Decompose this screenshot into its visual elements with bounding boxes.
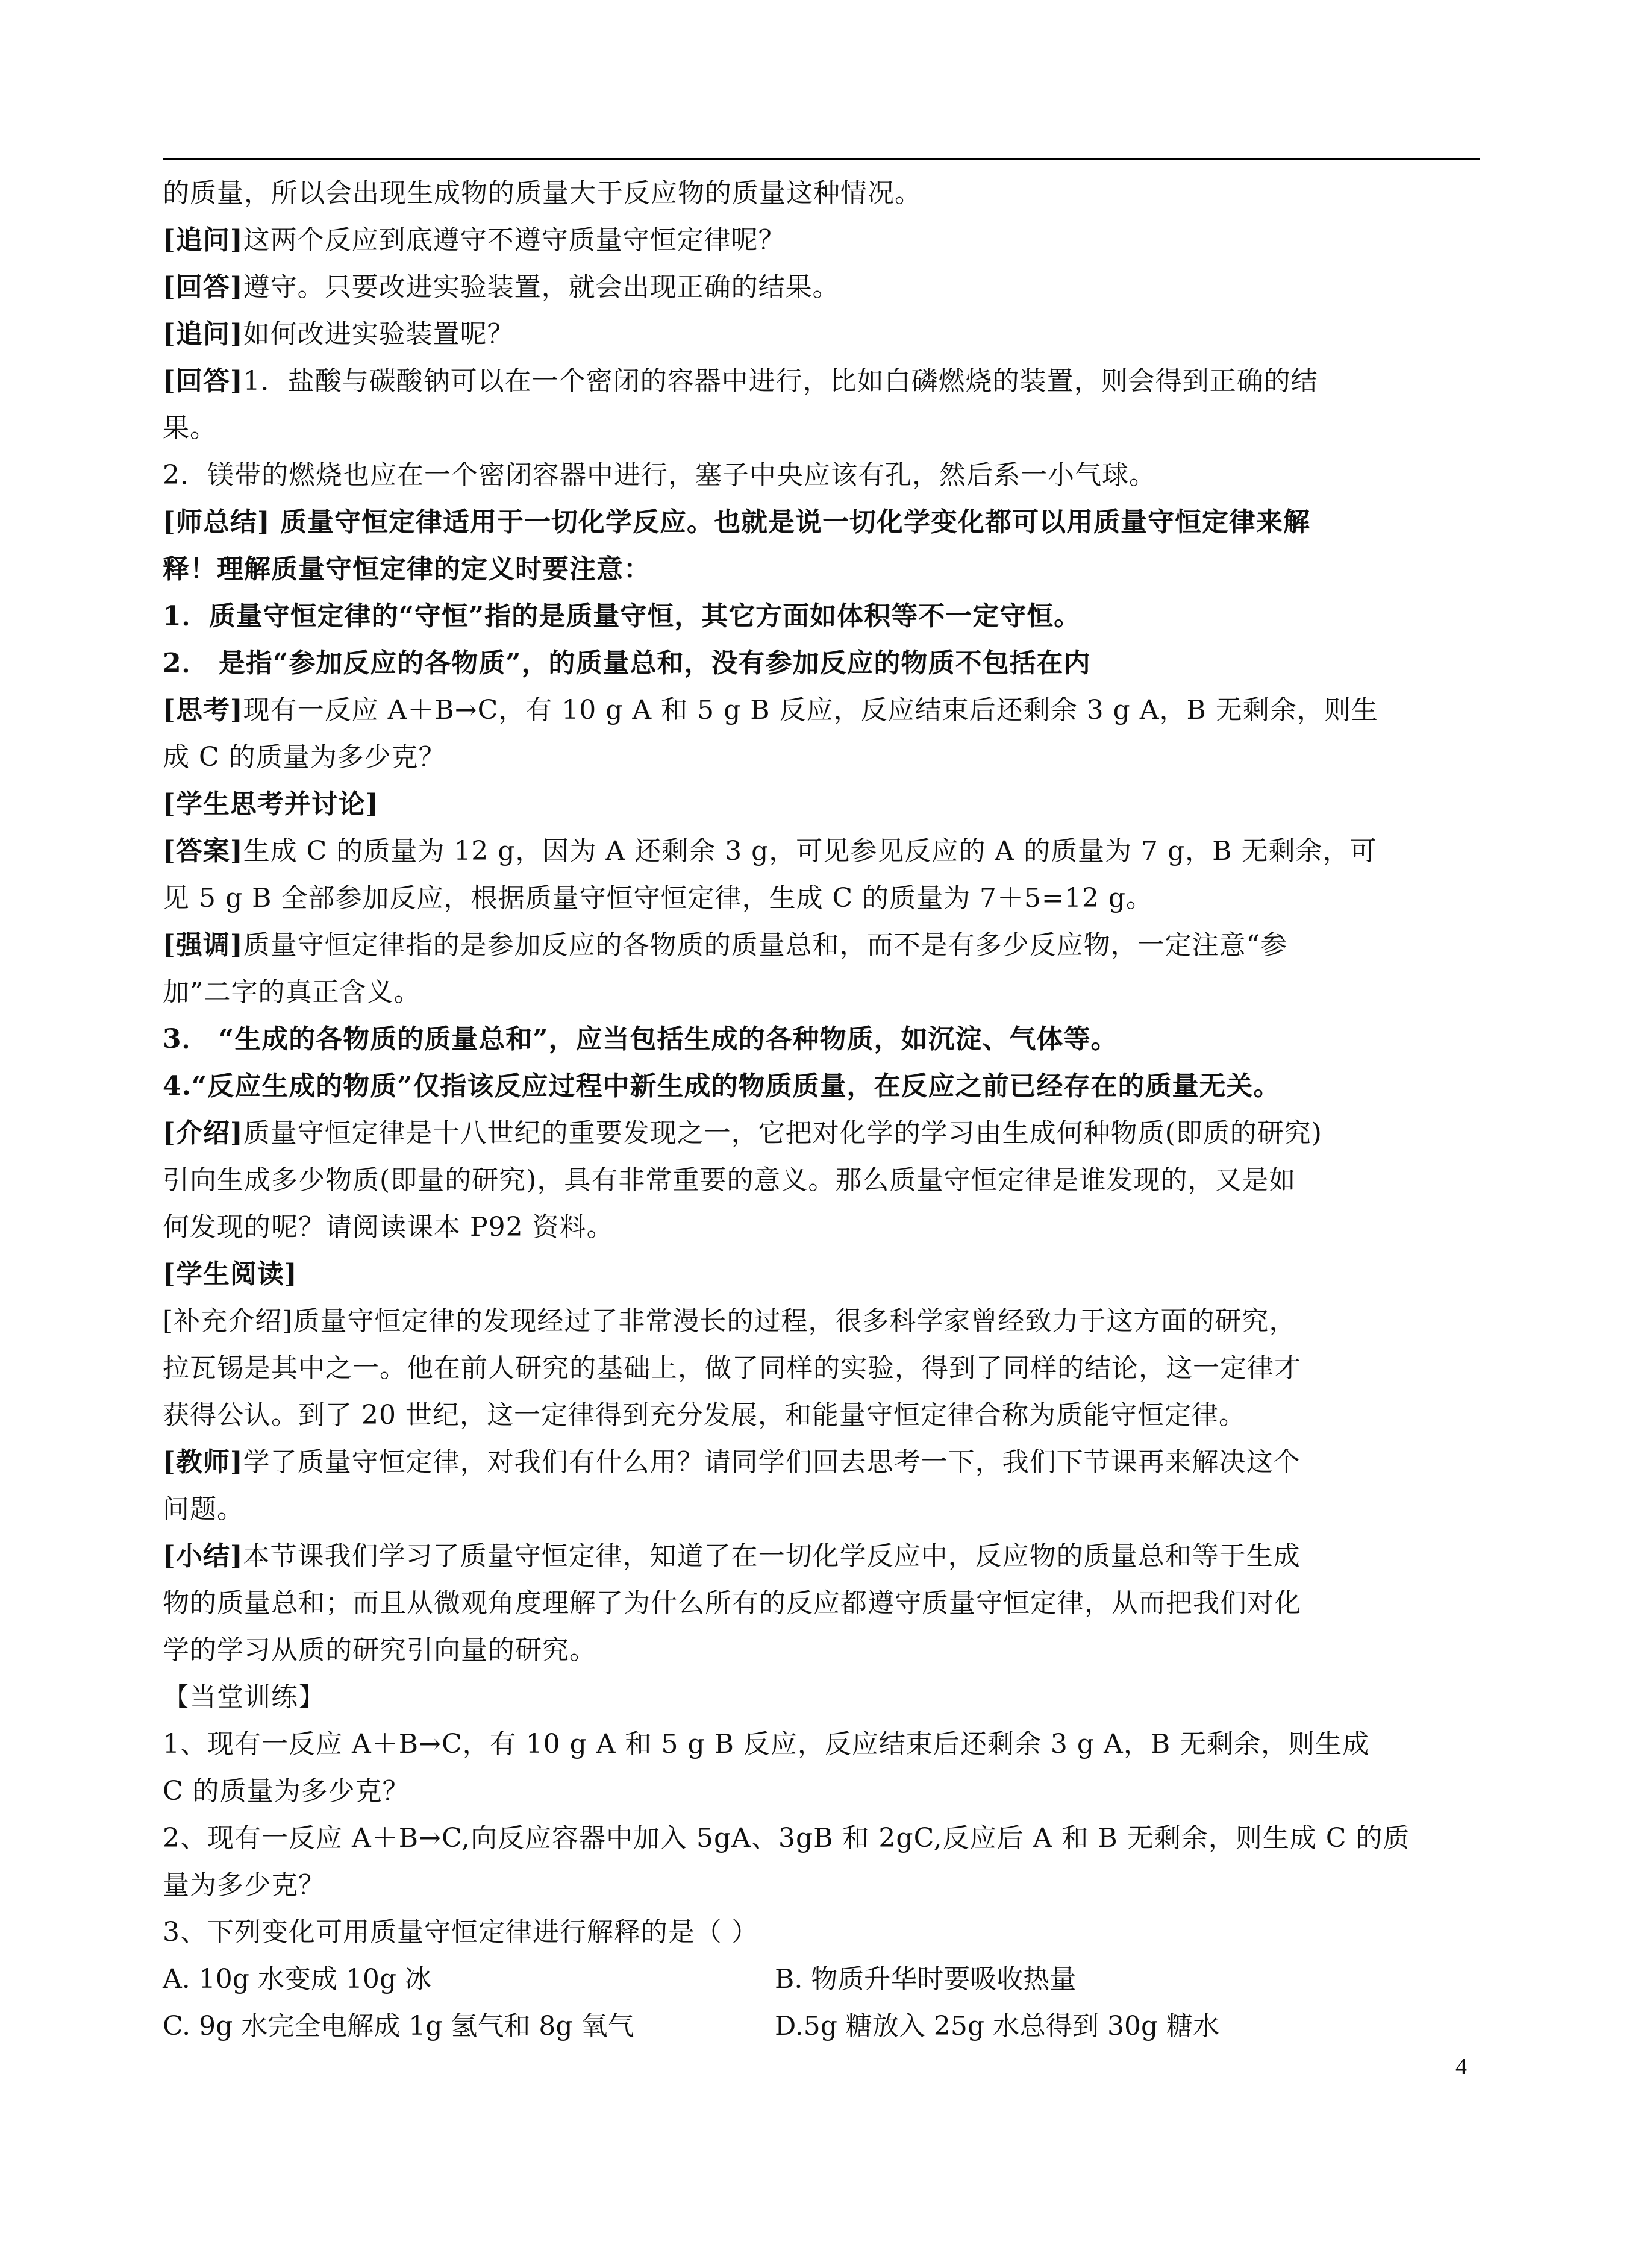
text-line (163, 1580, 1482, 1627)
line-text: 见 5 g B 全部参加反应，根据质量守恒守恒定律，生成 C 的质量为 7＋5=12 g。 (163, 883, 1154, 913)
text-line (163, 405, 1482, 452)
text-line (163, 640, 1482, 687)
text-line (163, 311, 1482, 358)
line-text: 量为多少克？ (163, 1870, 325, 1900)
text-line (163, 1157, 1482, 1204)
option-row (163, 2003, 1482, 2050)
line-text: 学的学习从质的研究引向量的研究。 (163, 1635, 596, 1665)
text-lines (163, 170, 1482, 1956)
section-tag: [回答] (163, 366, 243, 396)
text-line (163, 499, 1482, 546)
line-text: 2．镁带的燃烧也应在一个密闭容器中进行，塞子中央应该有孔，然后系一小气球。 (163, 460, 1156, 490)
text-line (163, 1016, 1482, 1063)
line-text: 遵守。只要改进实验装置，就会出现正确的结果。 (243, 272, 840, 302)
document-body (163, 170, 1482, 2050)
section-tag: [追问] (163, 225, 243, 255)
text-line (163, 1721, 1482, 1768)
line-text: 3、下列变化可用质量守恒定律进行解释的是（ ） (163, 1917, 758, 1947)
line-text: 问题。 (163, 1494, 244, 1524)
text-line (163, 264, 1482, 311)
line-text: 1．质量守恒定律的“守恒”指的是质量守恒，其它方面如体积等不一定守恒。 (163, 601, 1081, 631)
section-tag: [答案] (163, 836, 243, 866)
text-line (163, 1533, 1482, 1580)
line-text: 2、现有一反应 A＋B→C,向反应容器中加入 5gA、3gB 和 2gC,反应后 A 和 B 无剩余，则生成 C 的质 (163, 1823, 1410, 1853)
text-line (163, 1815, 1482, 1862)
line-text: 1、现有一反应 A＋B→C，有 10 g A 和 5 g B 反应，反应结束后还剩余 3 g A，B 无剩余，则生成 (163, 1729, 1370, 1759)
text-line (163, 358, 1482, 405)
text-line (163, 969, 1482, 1016)
line-text: 本节课我们学习了质量守恒定律，知道了在一切化学反应中，反应物的质量总和等于生成 (243, 1541, 1301, 1571)
line-text: 这两个反应到底遵守不遵守质量守恒定律呢？ (243, 225, 786, 255)
text-line (163, 1862, 1482, 1909)
line-text: 物的质量总和；而且从微观角度理解了为什么所有的反应都遵守质量守恒定律，从而把我们对化 (163, 1588, 1301, 1618)
text-line (163, 828, 1482, 875)
option-left: A. 10g 水变成 10g 冰 (163, 1964, 432, 1994)
text-line (163, 922, 1482, 969)
text-line (163, 875, 1482, 922)
line-text: [补充介绍]质量守恒定律的发现经过了非常漫长的过程，很多科学家曾经致力于这方面的研究， (163, 1306, 1296, 1336)
line-text: 质量守恒定律指的是参加反应的各物质的质量总和，而不是有多少反应物，一定注意“参 (243, 930, 1288, 960)
line-text: 质量守恒定律是十八世纪的重要发现之一，它把对化学的学习由生成何种物质(即质的研究) (243, 1118, 1322, 1148)
option-left: C. 9g 水完全电解成 1g 氢气和 8g 氧气 (163, 2011, 634, 2041)
text-line (163, 1063, 1482, 1110)
line-text: 3． “生成的各物质的质量总和”，应当包括生成的各种物质，如沉淀、气体等。 (163, 1024, 1118, 1054)
line-text: 拉瓦锡是其中之一。他在前人研究的基础上，做了同样的实验，得到了同样的结论，这一定律才 (163, 1353, 1301, 1383)
text-line (163, 1345, 1482, 1392)
text-line (163, 1204, 1482, 1251)
text-line (163, 1627, 1482, 1674)
line-text: 果。 (163, 413, 217, 443)
option-row (163, 1956, 1482, 2003)
header-rule (163, 158, 1480, 160)
line-text: 质量守恒定律适用于一切化学反应。也就是说一切化学变化都可以用质量守恒定律来解 (270, 507, 1310, 537)
text-line (163, 781, 1482, 828)
line-text: 学了质量守恒定律，对我们有什么用？请同学们回去思考一下，我们下节课再来解决这个 (243, 1447, 1301, 1477)
section-tag: [教师] (163, 1447, 243, 1477)
line-text: C 的质量为多少克？ (163, 1776, 410, 1806)
text-line (163, 1392, 1482, 1439)
section-tag: [追问] (163, 319, 243, 349)
line-text: 【当堂训练】 (163, 1682, 325, 1712)
line-text: 何发现的呢？请阅读课本 P92 资料。 (163, 1212, 614, 1242)
line-text: 如何改进实验装置呢？ (243, 319, 514, 349)
option-right: D.5g 糖放入 25g 水总得到 30g 糖水 (775, 2011, 1220, 2041)
section-tag: [回答] (163, 272, 243, 302)
section-tag: [思考] (163, 695, 243, 725)
text-line (163, 217, 1482, 264)
text-line (163, 1251, 1482, 1298)
text-line (163, 734, 1482, 781)
line-text: 成 C 的质量为多少克？ (163, 742, 446, 772)
section-tag: [小结] (163, 1541, 243, 1571)
line-text: 加”二字的真正含义。 (163, 977, 421, 1007)
text-line (163, 1674, 1482, 1721)
line-text: 生成 C 的质量为 12 g，因为 A 还剩余 3 g，可见参见反应的 A 的质量为 7 g，B 无剩余，可 (243, 836, 1377, 866)
line-text: 2． 是指“参加反应的各物质”，的质量总和，没有参加反应的物质不包括在内 (163, 648, 1091, 678)
text-line (163, 1909, 1482, 1956)
line-text: 现有一反应 A＋B→C，有 10 g A 和 5 g B 反应，反应结束后还剩余 3 g A，B 无剩余，则生 (243, 695, 1378, 725)
text-line (163, 1486, 1482, 1533)
line-text: 的质量，所以会出现生成物的质量大于反应物的质量这种情况。 (163, 178, 922, 208)
line-text: 4.“反应生成的物质”仅指该反应过程中新生成的物质质量，在反应之前已经存在的质量无关。 (163, 1071, 1281, 1101)
text-line (163, 452, 1482, 499)
line-text: 引向生成多少物质(即量的研究)，具有非常重要的意义。那么质量守恒定律是谁发现的，又是如 (163, 1165, 1296, 1195)
text-line (163, 170, 1482, 217)
line-text: 获得公认。到了 20 世纪，这一定律得到充分发展，和能量守恒定律合称为质能守恒定律。 (163, 1400, 1246, 1430)
text-line (163, 1439, 1482, 1486)
text-line (163, 546, 1482, 593)
section-tag: [强调] (163, 930, 243, 960)
text-line (163, 1110, 1482, 1157)
answer-options (163, 1956, 1482, 2050)
text-line (163, 1298, 1482, 1345)
section-tag: [介绍] (163, 1118, 243, 1148)
line-text: 1．盐酸与碳酸钠可以在一个密闭的容器中进行，比如白磷燃烧的装置，则会得到正确的结 (243, 366, 1318, 396)
line-text: 释！理解质量守恒定律的定义时要注意： (163, 554, 651, 584)
text-line (163, 593, 1482, 640)
text-line (163, 687, 1482, 734)
section-tag: [师总结] (163, 507, 270, 537)
page-number: 4 (1455, 2054, 1467, 2079)
section-tag: [学生阅读] (163, 1259, 298, 1289)
section-tag: [学生思考并讨论] (163, 789, 379, 819)
option-right: B. 物质升华时要吸收热量 (775, 1964, 1077, 1994)
text-line (163, 1768, 1482, 1815)
